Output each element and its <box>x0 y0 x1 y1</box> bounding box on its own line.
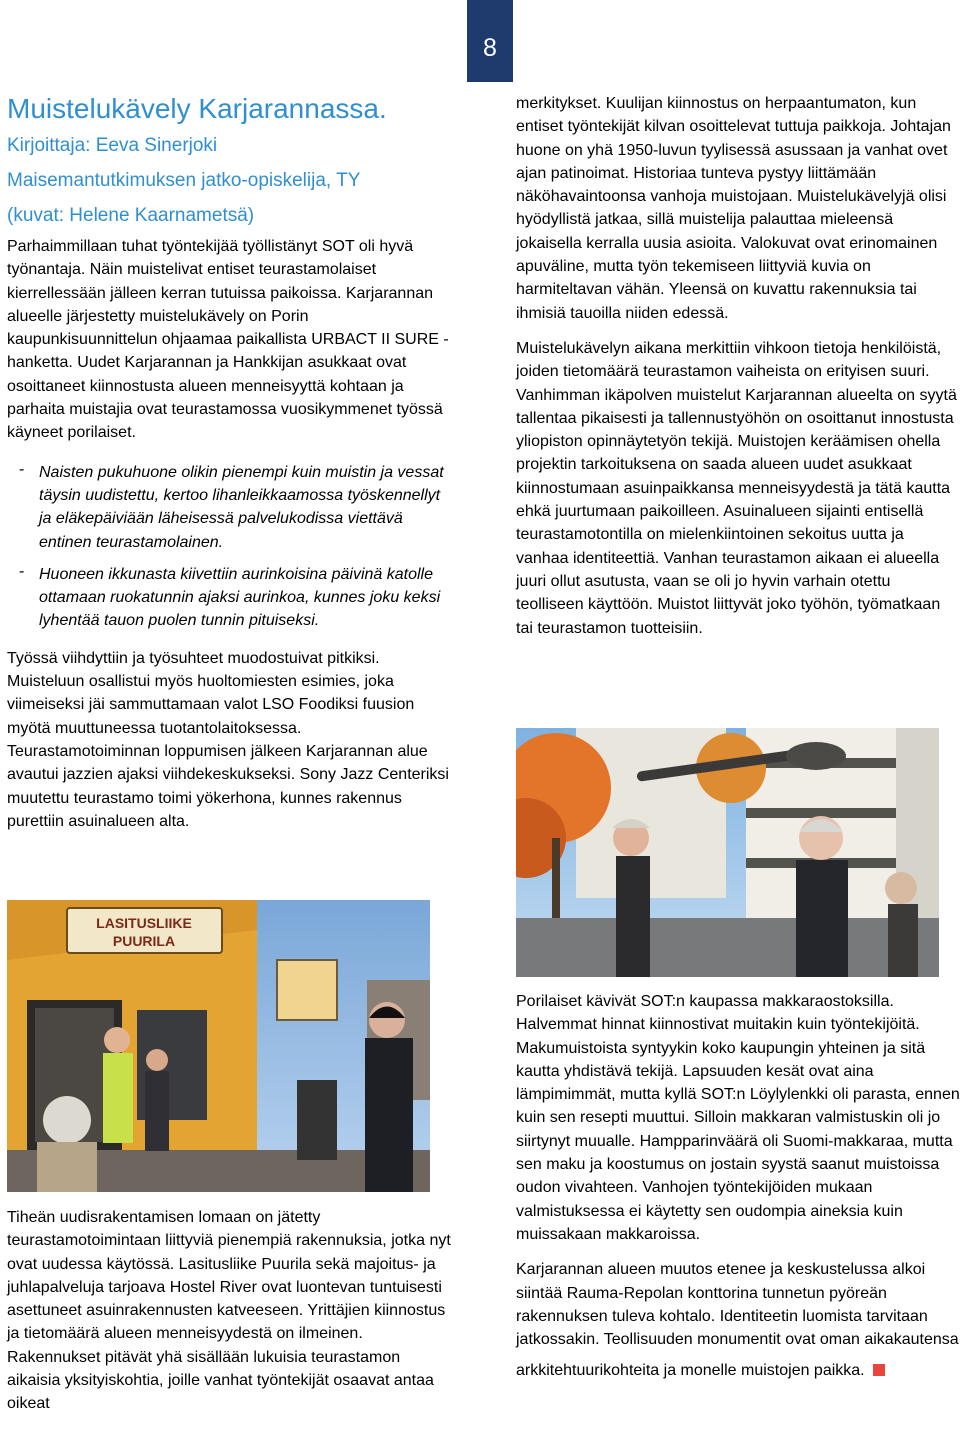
quote-2-text: Huoneen ikkunasta kiivettiin aurinkoisina päivinä katolle ottamaan ruokatunnin ajaksi aurinkoa, kunnes joku keksi lyhentää tauon puolen tunnin pituiseksi. <box>39 565 441 630</box>
photo-credit: (kuvat: Helene Kaarnametsä) <box>7 205 255 226</box>
photo-interview <box>516 728 939 977</box>
photo-interview-image <box>516 728 939 977</box>
right-column <box>516 92 960 640</box>
quote-1 <box>19 461 452 554</box>
page-number: 8 <box>483 34 497 62</box>
left-paragraph-3: Tiheän uudisrakentamisen lomaan on jätetty teurastamotoimintaan liittyviä pienempiä rakennuksia, jotka nyt ovat uudessa käytössä. Lasitusliike Puurila sekä majoitus- ja juhlapalveluja tarjoava Hostel River ovat luontevan tuntuisesti asettuneet asuinrakennusten katveeseen. Yrittäjien kiinnostus ja tietomäärä alueen menneisyydestä on ilmeinen. Rakennukset pitävät yhä sisällään lukuisia teurastamon aikaisia yksityiskohtia, joille vanhat työntekijät osaavat antaa oikeat <box>7 1209 451 1413</box>
right-paragraph-4: Karjarannan alueen muutos etenee ja keskustelussa alkoi siintää Rauma-Repolan konttorina tunnetun pyöreän rakennuksen tuleva kohtalo. Identiteetin luomista tarvitaan jatkossakin. Teollisuuden monumentit ovat oman aikakautensa <box>516 1261 959 1349</box>
article-title: Muistelukävely Karjarannassa. <box>7 93 387 124</box>
quote-2 <box>19 563 452 633</box>
left-column <box>7 92 452 833</box>
quote-dash: - <box>19 460 25 478</box>
article-author: Kirjoittaja: Eeva Sinerjoki <box>7 135 218 156</box>
right-paragraph-1: merkitykset. Kuulijan kiinnostus on herpaantumaton, kun entiset työntekijät kilvan osoittelevat tuttuja paikkoja. Johtajan huone on yhä 1950-luvun tyylisessä asussaan ja vanhat ovet ajan patinoimat. Historiaa tunteva pystyy liittämään näköhavaintoonsa vanhoja muistojaan. Muistelukävelyjä olisi hyödyllistä jatkaa, sillä muistelija palauttaa mieleensä jokaisella kerralla uusia asioita. Valokuvat ovat erinomainen apuväline, mutta työn tekemiseen liittyviä kuvia on harmiteltavan vähän. Yleensä on kuvattu rakennuksia tai ihmisiä tauoilla niiden edessä. <box>516 95 951 322</box>
quote-dash: - <box>19 562 25 580</box>
right-paragraph-3: Porilaiset kävivät SOT:n kaupassa makkaraostoksilla. Halvemmat hinnat kiinnostivat muitakin kuin työntekijöitä. Makumuistoista syntyykin koko kaupungin yhteinen ja sitä kautta yhdistävä tekijä. Lapsuuden kesät ovat aina lämpimimmät, mutta kyllä SOT:n Löylylenkki oli parasta, ennen kuin sen resepti muuttui. Silloin makkaran valmistuskin oli jo siirtynyt muualle. Hampparinväärä oli Suomi-makkaraa, mutta sen maku ja koostumus on jostain syystä saanut muistoissa oudon vivahteen. Vanhojen työntekijöiden mukaan valmistuksessa ei käytetty sen oudompia aineksia kuin muissakaan makkaroissa. <box>516 993 960 1243</box>
left-paragraph-2: Työssä viihdyttiin ja työsuhteet muodostuivat pitkiksi. Muisteluun osallistui myös huoltomiesten esimies, joka viimeiseksi jäi sammuttamaan valot LSO Foodiksi fuusion myötä muuttuneessa tuotantolaitoksessa. Teurastamotoiminnan loppumisen jälkeen Karjarannan alue avautui jazzien ajaksi viihdekeskukseksi. Sony Jazz Centeriksi muutettu teurastamo toimi yökerhona, kunnes rakennus purettiin asuinalueen alta. <box>7 649 449 830</box>
end-square-icon <box>873 1364 885 1376</box>
left-paragraph-1: Parhaimmillaan tuhat työntekijää työllistänyt SOT oli hyvä työnantaja. Näin muistelivat entiset teurastamolaiset kierrellessään jälleen kerran tutuissa paikoissa. Karjarannan alueelle järjestetty muistelukävely on Porin kaupunkisuunnittelun ohjaamaa paikallista URBACT II SURE -hanketta. Uudet Karjarannan ja Hankkijan asukkaat ovat osoittaneet kiinnostusta alueen menneisyyttä kohtaan ja parhaita muistajia ovat teurastamossa vuosikymmenet työssä käyneet porilaiset. <box>7 238 449 442</box>
right-paragraph-5 <box>516 1359 960 1382</box>
page-number-tab <box>467 0 513 82</box>
svg-text:LASITUSLIIKE: LASITUSLIIKE <box>96 915 192 931</box>
right-column-lower <box>516 990 960 1383</box>
photo-shop-front-image <box>7 900 430 1192</box>
photo-shop-front <box>7 900 430 1192</box>
svg-text:PUURILA: PUURILA <box>112 933 176 949</box>
quote-1-text: Naisten pukuhuone olikin pienempi kuin muistin ja vessat täysin uudistettu, kertoo lihanleikkaamossa työskennellyt ja eläkepäiviään läheisessä palvelukodissa viettävä entinen teurastamolainen. <box>39 463 444 551</box>
author-role: Maisemantutkimuksen jatko-opiskelija, TY <box>7 170 361 191</box>
closing-line: arkkitehtuurikohteita ja monelle muistojen paikka. <box>516 1362 865 1380</box>
right-paragraph-2: Muistelukävelyn aikana merkittiin vihkoon tietoja henkilöistä, joiden tietomäärä teurastamon vaiheista on erityisen suuri. Vanhimman ikäpolven muistelut Karjarannan alueelta on syytä tallentaa pikaisesti ja tallennustyöhön on osoittanut innostusta yliopiston opinnäytetyön tekijä. Muistojen keräämisen ohella projektin tarkoituksena on saada alueen uudet asukkaat kiinnostumaan asuinpaikkansa menneisyydestä ja tätä kautta ehkä juurtumaan paikoilleen. Asuinalueen sijainti entisellä teurastamotontilla on mielenkiintoinen sekoitus uutta ja vanhaa identiteettiä. Vanhan teurastamon aikaan ei alueella juuri ollut asutusta, vaan se oli jo hyvin varhain otettu teolliseen käyttöön. Muistot liittyvät joko työhön, työmatkaan tai teurastamon tuotteisiin. <box>516 339 957 637</box>
left-column-lower <box>7 1206 452 1416</box>
